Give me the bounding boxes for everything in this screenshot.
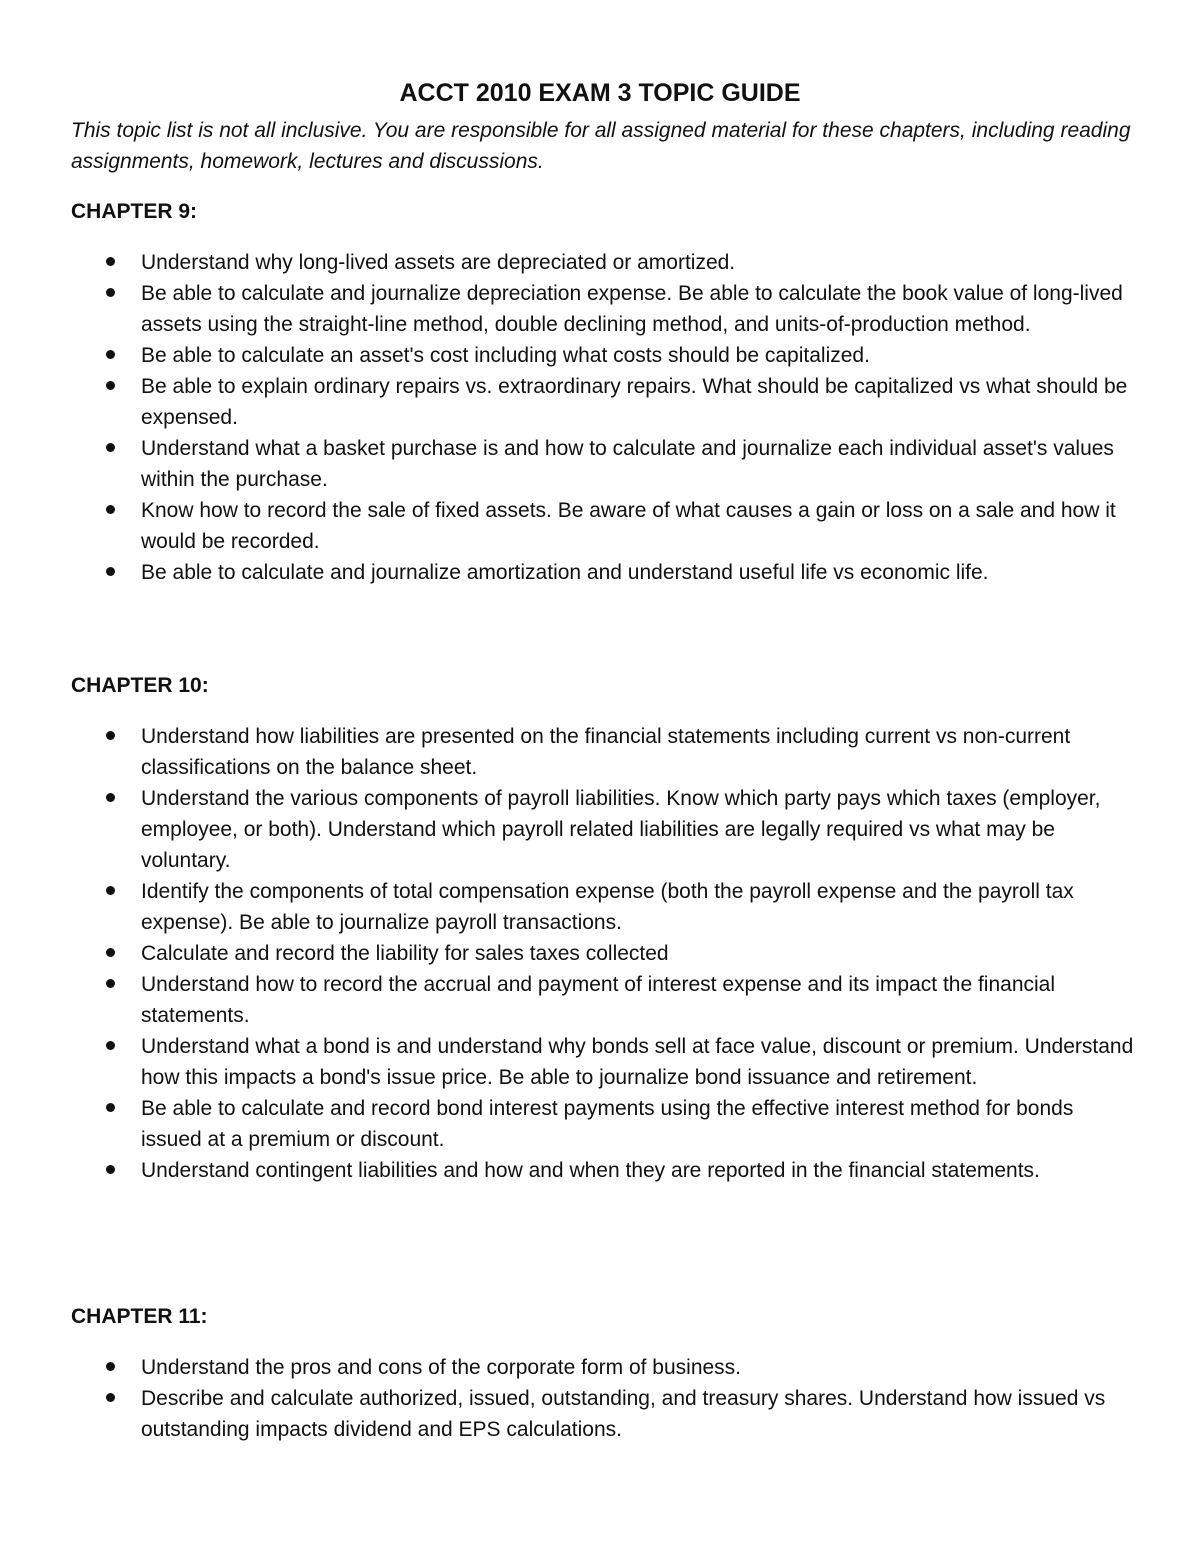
list-item-text: Understand the pros and cons of the corporate form of business. (141, 1356, 742, 1379)
list-item-text: Understand why long-lived assets are depreciated or amortized. (141, 251, 736, 274)
list-item-text: Be able to calculate and record bond interest payments using the effective interest method for bonds issued at a premium or discount. (141, 1097, 1074, 1151)
list-item-text: Understand what a basket purchase is and how to calculate and journalize each individual asset's values within the purchase. (141, 437, 1114, 491)
list-item-text: Identify the components of total compensation expense (both the payroll expense and the payroll tax expense). Be able to journalize payroll transactions. (141, 880, 1074, 934)
chapter-10-heading: CHAPTER 10: (71, 674, 209, 697)
list-item-text: Describe and calculate authorized, issued, outstanding, and treasury shares. Understand how issued vs outstanding impacts dividend and EPS calculations. (141, 1387, 1106, 1441)
intro-note: This topic list is not all inclusive. You are responsible for all assigned material for these chapters, including reading assignments, homework, lectures and discussions. (71, 119, 1131, 173)
bullet-icon (106, 948, 115, 957)
bullet-icon (106, 505, 115, 514)
list-item-text: Understand what a bond is and understand why bonds sell at face value, discount or premium. Understand how this impacts a bond's issue price. Be able to journalize bond issuance and retirement. (141, 1035, 1134, 1089)
bullet-icon (106, 257, 115, 266)
list-item-text: Be able to explain ordinary repairs vs. extraordinary repairs. What should be capitalized vs what should be expensed. (141, 375, 1128, 429)
list-item (103, 1031, 1138, 1093)
list-item-text: Understand the various components of payroll liabilities. Know which party pays which taxes (employer, employee, or both). Understand which payroll related liabilities are legally required vs what may be voluntary. (141, 787, 1101, 872)
bullet-icon (106, 886, 115, 895)
chapter-9-heading: CHAPTER 9: (71, 200, 198, 223)
list-item-text: Understand how to record the accrual and payment of interest expense and its impact the financial statements. (141, 973, 1056, 1027)
list-item-text: Be able to calculate and journalize depreciation expense. Be able to calculate the book value of long-lived assets using the straight-line method, double declining method, and units-of-production method. (141, 282, 1123, 336)
list-item (103, 721, 1138, 783)
bullet-icon (106, 381, 115, 390)
list-item (103, 1383, 1138, 1445)
list-item (103, 278, 1138, 340)
list-item-text: Be able to calculate an asset's cost including what costs should be capitalized. (141, 344, 870, 367)
list-item (103, 1352, 1138, 1383)
list-item (103, 1155, 1138, 1186)
bullet-icon (106, 793, 115, 802)
bullet-icon (106, 1165, 115, 1174)
bullet-icon (106, 350, 115, 359)
list-item (103, 557, 1138, 588)
bullet-icon (106, 731, 115, 740)
list-item (103, 495, 1138, 557)
bullet-icon (106, 1103, 115, 1112)
chapter-10-list (103, 721, 1138, 1186)
bullet-icon (106, 443, 115, 452)
bullet-icon (106, 1393, 115, 1402)
list-item (103, 783, 1138, 876)
list-item (103, 433, 1138, 495)
list-item (103, 938, 1138, 969)
chapter-11-list (103, 1352, 1138, 1445)
bullet-icon (106, 979, 115, 988)
document-title: ACCT 2010 EXAM 3 TOPIC GUIDE (399, 79, 801, 107)
list-item-text: Understand how liabilities are presented on the financial statements including current vs non-current classifications on the balance sheet. (141, 725, 1071, 779)
bullet-icon (106, 1041, 115, 1050)
chapter-11-heading: CHAPTER 11: (71, 1305, 208, 1328)
list-item-text: Know how to record the sale of fixed assets. Be aware of what causes a gain or loss on a sale and how it would be recorded. (141, 499, 1116, 553)
list-item (103, 969, 1138, 1031)
list-item (103, 340, 1138, 371)
list-item (103, 876, 1138, 938)
list-item-text: Calculate and record the liability for sales taxes collected (141, 942, 669, 965)
bullet-icon (106, 288, 115, 297)
list-item-text: Understand contingent liabilities and how and when they are reported in the financial statements. (141, 1159, 1040, 1182)
list-item-text: Be able to calculate and journalize amortization and understand useful life vs economic life. (141, 561, 989, 584)
chapter-9-list (103, 247, 1138, 588)
list-item (103, 1093, 1138, 1155)
bullet-icon (106, 1362, 115, 1371)
list-item (103, 371, 1138, 433)
list-item (103, 247, 1138, 278)
bullet-icon (106, 567, 115, 576)
